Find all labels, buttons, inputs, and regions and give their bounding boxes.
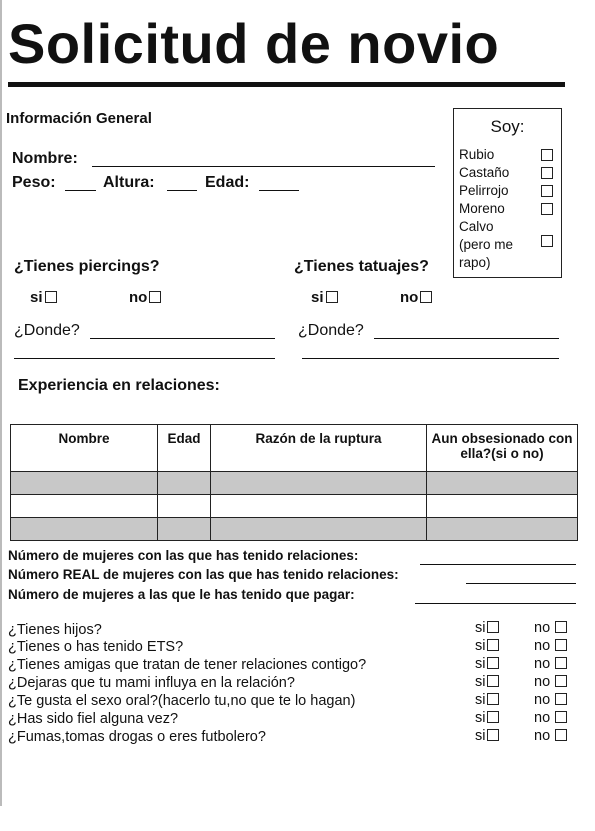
table-cell[interactable] <box>11 472 158 495</box>
soy-title: Soy: <box>490 117 525 136</box>
tatuajes-no-checkbox[interactable] <box>420 291 432 303</box>
table-cell[interactable] <box>211 495 427 518</box>
soy-option-calvo-note-1: (pero me <box>459 237 514 252</box>
no-label: no <box>534 638 551 654</box>
count-real-field[interactable] <box>466 583 576 584</box>
nombre-label: Nombre: <box>12 150 78 167</box>
mami-no-option[interactable] <box>534 674 567 690</box>
no-checkbox[interactable] <box>555 639 567 651</box>
yes-label: si <box>475 674 486 690</box>
no-label: no <box>534 728 551 744</box>
soy-box <box>453 108 562 278</box>
fiel-no-option[interactable] <box>534 710 567 726</box>
yes-checkbox[interactable] <box>487 729 499 741</box>
question-amigas: ¿Tienes amigas que tratan de tener relaciones contigo? <box>8 657 367 673</box>
table-row <box>11 495 578 518</box>
yes-label: si <box>475 620 486 636</box>
soy-option-castano: Castaño <box>459 165 510 180</box>
title-underline <box>8 82 565 87</box>
table-cell[interactable] <box>427 472 578 495</box>
tatuajes-no-label: no <box>400 289 419 306</box>
amigas-no-option[interactable] <box>534 656 567 672</box>
relaciones-header-row <box>11 425 578 472</box>
yes-label: si <box>475 692 486 708</box>
no-label: no <box>534 674 551 690</box>
calvo-checkbox[interactable] <box>541 235 553 247</box>
table-cell[interactable] <box>211 518 427 541</box>
piercings-no-option[interactable] <box>129 289 161 306</box>
no-label: no <box>534 620 551 636</box>
count-real-label: Número REAL de mujeres con las que has tenido relaciones: <box>8 567 399 582</box>
question-mami: ¿Dejaras que tu mami influya en la relación? <box>8 675 295 691</box>
count-relaciones-field[interactable] <box>420 564 576 565</box>
table-cell[interactable] <box>11 495 158 518</box>
yes-checkbox[interactable] <box>487 711 499 723</box>
question-ets: ¿Tienes o has tenido ETS? <box>8 639 184 655</box>
pelirrojo-checkbox[interactable] <box>541 185 553 197</box>
table-cell[interactable] <box>427 495 578 518</box>
table-cell[interactable] <box>11 518 158 541</box>
table-row <box>11 472 578 495</box>
piercings-yes-label: si <box>30 289 43 306</box>
rubio-checkbox[interactable] <box>541 149 553 161</box>
piercings-question: ¿Tienes piercings? <box>14 258 160 275</box>
table-cell[interactable] <box>211 472 427 495</box>
piercings-donde-field-2[interactable] <box>14 358 275 359</box>
table-cell[interactable] <box>158 495 211 518</box>
nombre-field[interactable] <box>92 166 435 167</box>
piercings-yes-option[interactable] <box>30 289 57 306</box>
soy-option-moreno: Moreno <box>459 201 505 216</box>
soy-option-calvo: Calvo <box>459 219 494 234</box>
peso-field[interactable] <box>65 190 96 191</box>
hijos-yes-option[interactable] <box>475 620 499 636</box>
question-hijos: ¿Tienes hijos? <box>8 622 102 638</box>
fiel-yes-option[interactable] <box>475 710 499 726</box>
relaciones-heading: Experiencia en relaciones: <box>18 377 220 394</box>
tatuajes-donde-field-2[interactable] <box>302 358 559 359</box>
no-checkbox[interactable] <box>555 675 567 687</box>
table-cell[interactable] <box>427 518 578 541</box>
yes-label: si <box>475 710 486 726</box>
fumas-yes-option[interactable] <box>475 728 499 744</box>
count-pagar-field[interactable] <box>415 603 576 604</box>
soy-option-pelirrojo: Pelirrojo <box>459 183 509 198</box>
count-pagar-label: Número de mujeres a las que le has tenido que pagar: <box>8 587 355 602</box>
tatuajes-donde-field[interactable] <box>374 338 559 339</box>
fumas-no-option[interactable] <box>534 728 567 744</box>
table-cell[interactable] <box>158 472 211 495</box>
edad-field[interactable] <box>259 190 299 191</box>
table-row <box>11 518 578 541</box>
ets-no-option[interactable] <box>534 638 567 654</box>
yes-label: si <box>475 656 486 672</box>
piercings-yes-checkbox[interactable] <box>45 291 57 303</box>
yes-checkbox[interactable] <box>487 693 499 705</box>
no-label: no <box>534 692 551 708</box>
piercings-no-checkbox[interactable] <box>149 291 161 303</box>
tatuajes-donde-label: ¿Donde? <box>298 322 364 339</box>
tatuajes-yes-label: si <box>311 289 324 306</box>
moreno-checkbox[interactable] <box>541 203 553 215</box>
question-fumas: ¿Fumas,tomas drogas o eres futbolero? <box>8 729 266 745</box>
page-left-edge <box>0 0 2 806</box>
soy-option-calvo-note-2: rapo) <box>459 255 491 270</box>
no-checkbox[interactable] <box>555 711 567 723</box>
no-checkbox[interactable] <box>555 729 567 741</box>
mami-yes-option[interactable] <box>475 674 499 690</box>
edad-label: Edad: <box>205 174 250 191</box>
sexo-oral-yes-option[interactable] <box>475 692 499 708</box>
tatuajes-no-option[interactable] <box>400 289 432 306</box>
column-header-razon: Razón de la ruptura <box>211 425 427 472</box>
yes-label: si <box>475 728 486 744</box>
piercings-donde-field[interactable] <box>90 338 275 339</box>
no-label: no <box>534 710 551 726</box>
tatuajes-yes-checkbox[interactable] <box>326 291 338 303</box>
castano-checkbox[interactable] <box>541 167 553 179</box>
piercings-no-label: no <box>129 289 148 306</box>
tatuajes-question: ¿Tienes tatuajes? <box>294 258 429 275</box>
sexo-oral-no-option[interactable] <box>534 692 567 708</box>
altura-field[interactable] <box>167 190 197 191</box>
hijos-no-option[interactable] <box>534 620 567 636</box>
relaciones-table <box>10 424 578 541</box>
soy-option-rubio: Rubio <box>459 147 495 162</box>
column-header-edad: Edad <box>158 425 211 472</box>
question-fiel: ¿Has sido fiel alguna vez? <box>8 711 179 727</box>
yes-checkbox[interactable] <box>487 639 499 651</box>
yes-label: si <box>475 638 486 654</box>
tatuajes-yes-option[interactable] <box>311 289 338 306</box>
altura-label: Altura: <box>103 174 155 191</box>
page-title: Solicitud de novio <box>8 12 500 75</box>
yes-checkbox[interactable] <box>487 621 499 633</box>
column-header-obsesionado: Aun obsesionado con ella?(si o no) <box>427 425 578 472</box>
general-heading: Información General <box>6 110 152 127</box>
no-checkbox[interactable] <box>555 657 567 669</box>
count-relaciones-label: Número de mujeres con las que has tenido relaciones: <box>8 548 359 563</box>
ets-yes-option[interactable] <box>475 638 499 654</box>
piercings-donde-label: ¿Donde? <box>14 322 80 339</box>
amigas-yes-option[interactable] <box>475 656 499 672</box>
no-checkbox[interactable] <box>555 693 567 705</box>
yes-checkbox[interactable] <box>487 675 499 687</box>
peso-label: Peso: <box>12 174 56 191</box>
table-cell[interactable] <box>158 518 211 541</box>
column-header-nombre: Nombre <box>11 425 158 472</box>
no-checkbox[interactable] <box>555 621 567 633</box>
question-sexo-oral: ¿Te gusta el sexo oral?(hacerlo tu,no que te lo hagan) <box>8 693 356 709</box>
yes-checkbox[interactable] <box>487 657 499 669</box>
no-label: no <box>534 656 551 672</box>
